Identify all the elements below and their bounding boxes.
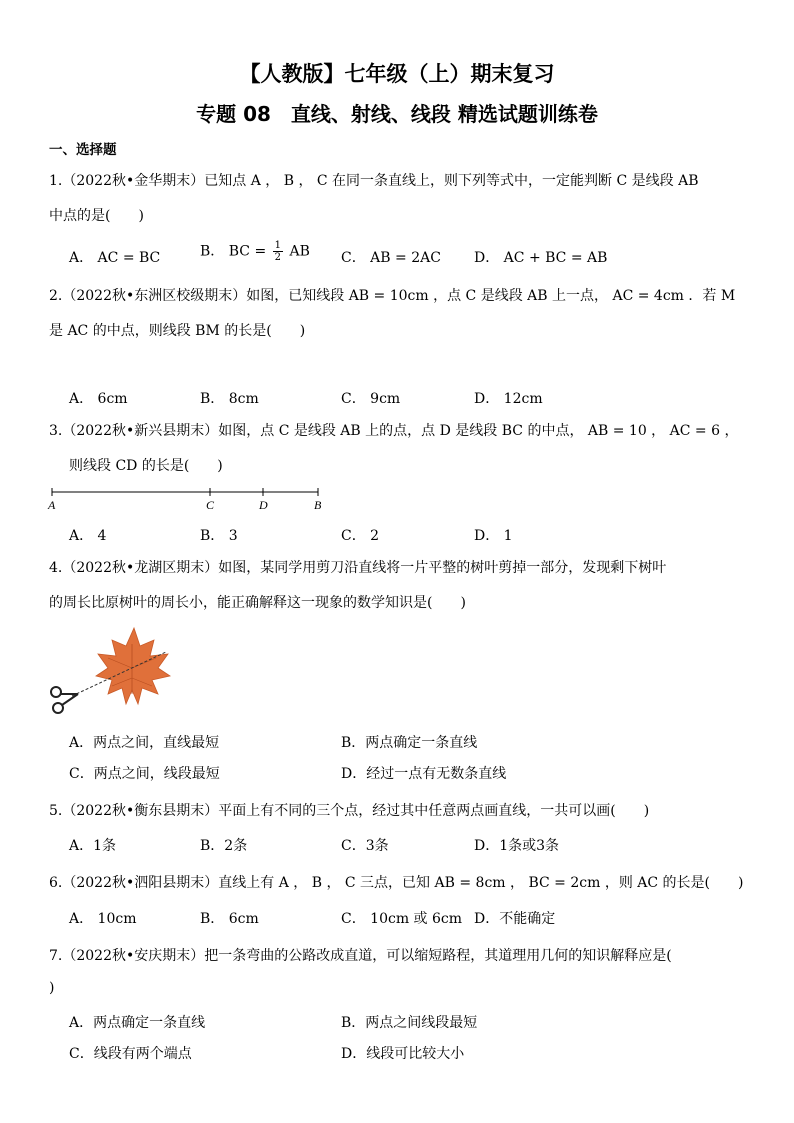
label-b: B: [314, 498, 322, 512]
q4-option-c: C．两点之间，线段最短: [69, 766, 220, 782]
fraction: [273, 240, 283, 263]
q6-option-b: B． 6cm: [200, 911, 259, 927]
q7-stem-line2: ): [49, 980, 55, 996]
q3-option-c: C． 2: [341, 528, 380, 544]
q6-option-a: A． 10cm: [69, 911, 137, 927]
q4-option-b: B．两点确定一条直线: [341, 735, 478, 751]
q4-option-d: D．经过一点有无数条直线: [341, 766, 507, 782]
page-title: 【人教版】七年级（上）期末复习: [239, 62, 555, 86]
label-d: D: [259, 498, 268, 512]
q1-stem-line2: 中点的是( ): [49, 208, 144, 224]
label-c: C: [206, 498, 215, 512]
q1-option-c: C． AB = 2AC: [341, 250, 441, 266]
q2-stem-line2: 是 AC 的中点，则线段 BM 的长是( ): [49, 323, 306, 339]
q1-option-d: D． AC + BC = AB: [474, 250, 608, 266]
q1-option-b: [200, 240, 310, 263]
q6-option-d: D．不能确定: [474, 911, 556, 927]
q5-stem-line1: 5.（2022秋•衡东县期末）平面上有不同的三个点，经过其中任意两点画直线，一共可以画( ): [49, 803, 650, 819]
q2-option-c: C． 9cm: [341, 391, 401, 407]
label-a: A: [48, 498, 56, 512]
q7-option-d: D．线段可比较大小: [341, 1046, 465, 1062]
q3-stem-line1: 3.（2022秋•新兴县期末）如图，点 C 是线段 AB 上的点，点 D 是线段 BC 的中点， AB = 10 ， AC = 6 ，: [49, 423, 739, 439]
page-subtitle: 专题 08 直线、射线、线段 精选试题训练卷: [196, 102, 598, 126]
q4-stem-line2: 的周长比原树叶的周长小，能正确解释这一现象的数学知识是( ): [49, 595, 466, 611]
q2-option-b: B． 8cm: [200, 391, 259, 407]
q3-stem-line2: 则线段 CD 的长是( ): [69, 458, 223, 474]
q4-leaf-figure: [46, 624, 176, 720]
q1-option-b-suffix: AB: [289, 243, 310, 260]
q5-option-b: B．2条: [200, 838, 248, 854]
q7-option-a: A．两点确定一条直线: [69, 1015, 206, 1031]
maple-leaf-icon: [96, 628, 170, 704]
q5-option-a: A．1条: [69, 838, 117, 854]
q3-option-d: D． 1: [474, 528, 513, 544]
q4-stem-line1: 4.（2022秋•龙湖区期末）如图，某同学用剪刀沿直线将一片平整的树叶剪掉一部分，发现剩下树叶: [49, 560, 667, 576]
q5-option-d: D．1条或3条: [474, 838, 560, 854]
q2-option-a: A． 6cm: [69, 391, 128, 407]
q2-option-d: D． 12cm: [474, 391, 543, 407]
q7-option-c: C．线段有两个端点: [69, 1046, 192, 1062]
q5-option-c: C．3条: [341, 838, 389, 854]
q1-option-a: A． AC = BC: [69, 250, 161, 266]
q7-stem-line1: 7.（2022秋•安庆期末）把一条弯曲的公路改成直道，可以缩短路程，其道理用几何的知识解释应是(: [49, 948, 672, 964]
q7-option-b: B．两点之间线段最短: [341, 1015, 478, 1031]
q1-stem-line1: 1.（2022秋•金华期末）已知点 A ， B ， C 在同一条直线上，则下列等式中，一定能判断 C 是线段 AB: [49, 173, 699, 189]
q3-segment-figure: [44, 482, 334, 516]
fraction-numerator: 1: [274, 240, 282, 251]
q6-option-c: C． 10cm 或 6cm: [341, 911, 463, 927]
q2-stem-line1: 2.（2022秋•东洲区校级期末）如图，已知线段 AB = 10cm ，点 C 是线段 AB 上一点， AC = 4cm ．若 M: [49, 288, 736, 304]
q6-stem-line1: 6.（2022秋•泗阳县期末）直线上有 A ， B ， C 三点，已知 AB = 8cm ， BC = 2cm ，则 AC 的长是( ): [49, 875, 744, 891]
q3-option-a: A． 4: [69, 528, 107, 544]
q3-option-b: B． 3: [200, 528, 238, 544]
section-heading: 一、选择题: [49, 142, 117, 158]
q1-option-b-prefix: B． BC =: [200, 243, 267, 260]
scissors-icon: [51, 687, 78, 713]
q4-option-a: A．两点之间，直线最短: [69, 735, 220, 751]
fraction-denominator: 2: [274, 252, 282, 263]
